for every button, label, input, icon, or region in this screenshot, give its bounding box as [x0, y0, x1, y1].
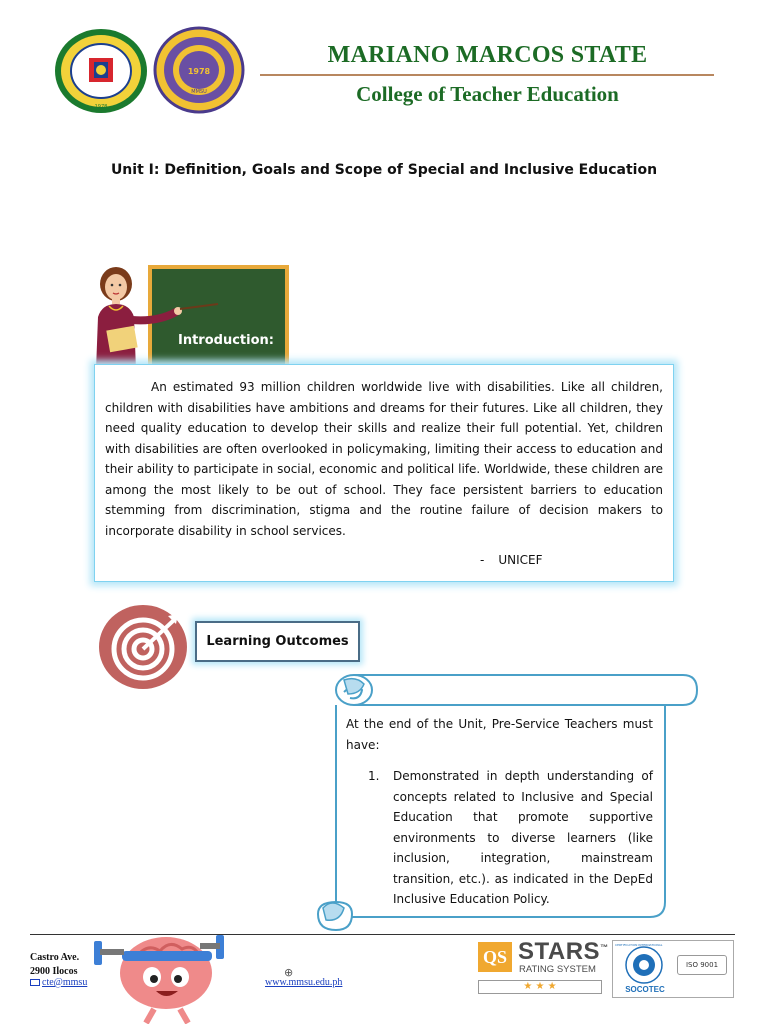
source-name: UNICEF [498, 553, 543, 567]
qs-logo: QS [478, 942, 512, 972]
list-item-number: 1. [368, 769, 380, 783]
svg-text:1978: 1978 [94, 104, 108, 110]
mail-icon [30, 979, 40, 986]
introduction-source [480, 553, 557, 567]
footer-address-line1: Castro Ave. [30, 952, 80, 963]
socotec-badge [612, 940, 734, 998]
socotec-name: SOCOTEC [625, 985, 665, 994]
teacher-chalkboard-illustration [88, 262, 294, 372]
introduction-body: An estimated 93 million children worldwide live with disabilities. Like all children, children with disabilities have ambitions and dreams for their futures. Like all children, they need quality education to develop their skills and realize their full potential. Yet, children with disabilities are often overlooked in policymaking, limiting their access to education and their ability to participate in social, economic and political life. Worldwide, these children are among the most likely to be out of school. They face persistent barriers to education stemming from discrimination, stigma and the routine failure of decision makers to incorporate disability in school services. [105, 380, 663, 538]
stars-rating: ★ ★ ★ [478, 980, 602, 994]
introduction-box [94, 364, 674, 582]
cte-logo [154, 27, 244, 113]
header-subtitle: College of Teacher Education [356, 82, 619, 106]
mmsu-logo [54, 28, 148, 114]
header-divider [260, 74, 714, 76]
header-title: MARIANO MARCOS STATE [327, 42, 648, 68]
stars-subtitle: RATING SYSTEM [519, 964, 596, 975]
globe-icon: ⊕ [284, 966, 294, 979]
cte-logo-year: 1978 [187, 67, 211, 76]
target-icon [98, 604, 190, 690]
footer-email-link[interactable]: cte@mmsu [42, 977, 88, 988]
introduction-label: Introduction: [178, 333, 274, 348]
unit-title: Unit I: Definition, Goals and Scope of Special and Inclusive Education [110, 162, 658, 178]
learning-outcomes-heading: Learning Outcomes [195, 621, 360, 662]
footer-address-line2: 2900 Ilocos [30, 966, 78, 977]
iso-badge: ISO 9001 [677, 955, 727, 975]
socotec-logo [619, 945, 669, 985]
qs-stars-badge [478, 938, 609, 996]
source-dash: - [480, 553, 485, 567]
footer-website-link[interactable]: www.mmsu.edu.ph [265, 977, 343, 988]
socotec-small-text: CERTIFICATION INTERNATIONAL [615, 943, 663, 947]
learning-outcomes-intro: At the end of the Unit, Pre-Service Teachers must have: [346, 717, 653, 752]
brain-mascot-illustration [88, 925, 236, 1024]
cte-logo-abbrev: MMSU [191, 89, 207, 95]
stars-title: STARS™ [518, 938, 609, 965]
list-item-text: Demonstrated in depth understanding of concepts related to Inclusive and Special Education that promote supportive environments to diverse learners (like inclusion, integration, mainstream transition, etc.). as indicated in the DepEd Inclusive Education Policy. [393, 769, 653, 906]
